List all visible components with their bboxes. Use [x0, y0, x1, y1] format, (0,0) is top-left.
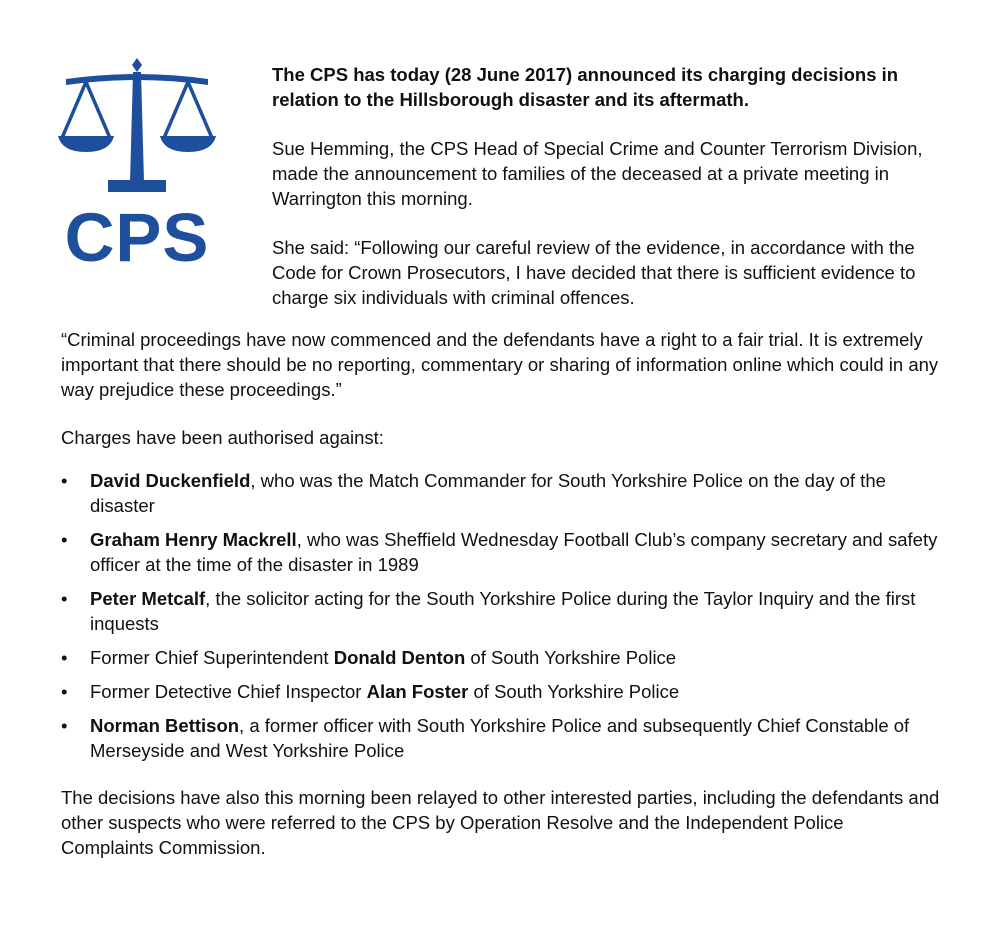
list-item: • Peter Metcalf, the solicitor acting for the South Yorkshire Police during the Taylor Inquiry and the first inquests: [61, 588, 916, 634]
list-item: • Former Detective Chief Inspector Alan Foster of South Yorkshire Police: [61, 681, 680, 702]
list-item: • Norman Bettison, a former officer with South Yorkshire Police and subsequently Chief Constable of Merseyside and West Yorkshire Police: [61, 715, 910, 761]
bullet-icon: •: [61, 647, 68, 668]
list-item: • Graham Henry Mackrell, who was Sheffield Wednesday Football Club’s company secretary and safety officer at the time of the disaster in 1989: [61, 529, 938, 575]
quote-opening-paragraph: She said: “Following our careful review of the evidence, in accordance with the Code for Crown Prosecutors, I have decided that there is sufficient evidence to charge six individuals with criminal offences.: [272, 237, 916, 308]
quote-continuation-paragraph: “Criminal proceedings have now commenced and the defendants have a right to a fair trial. It is extremely important that there should be no reporting, commentary or sharing of information online which could in any way prejudice these proceedings.”: [61, 329, 939, 400]
cps-logo: [58, 58, 216, 278]
bullet-icon: •: [61, 681, 68, 702]
defendant-name: David Duckenfield: [90, 470, 251, 491]
lead-statement: The CPS has today (28 June 2017) announced its charging decisions in relation to the Hillsborough disaster and its aftermath.: [272, 64, 899, 110]
bullet-icon: •: [61, 470, 68, 491]
list-item: • David Duckenfield, who was the Match Commander for South Yorkshire Police on the day of the disaster: [61, 470, 886, 516]
main-body: [61, 327, 941, 860]
defendant-name: Alan Foster: [366, 681, 469, 702]
defendant-name: Peter Metcalf: [90, 588, 206, 609]
closing-paragraph: The decisions have also this morning been relayed to other interested parties, including the defendants and other suspects who were referred to the CPS by Operation Resolve and the Independent Police Complaints Commission.: [61, 787, 940, 858]
charges-list: [61, 468, 941, 763]
bullet-icon: •: [61, 715, 68, 736]
announcement-paragraph: Sue Hemming, the CPS Head of Special Crime and Counter Terrorism Division, made the announcement to families of the deceased at a private meeting in Warrington this morning.: [272, 138, 923, 209]
defendant-name: Donald Denton: [333, 647, 466, 668]
defendant-name: Graham Henry Mackrell: [90, 529, 297, 550]
bullet-icon: •: [61, 529, 68, 550]
bullet-icon: •: [61, 588, 68, 609]
intro-section: [272, 62, 952, 334]
scales-of-justice-icon: [58, 58, 216, 204]
charges-intro: Charges have been authorised against:: [61, 427, 384, 448]
list-item: • Former Chief Superintendent Donald Denton of South Yorkshire Police: [61, 647, 677, 668]
defendant-name: Norman Bettison: [90, 715, 240, 736]
logo-wordmark: CPS: [64, 199, 210, 276]
